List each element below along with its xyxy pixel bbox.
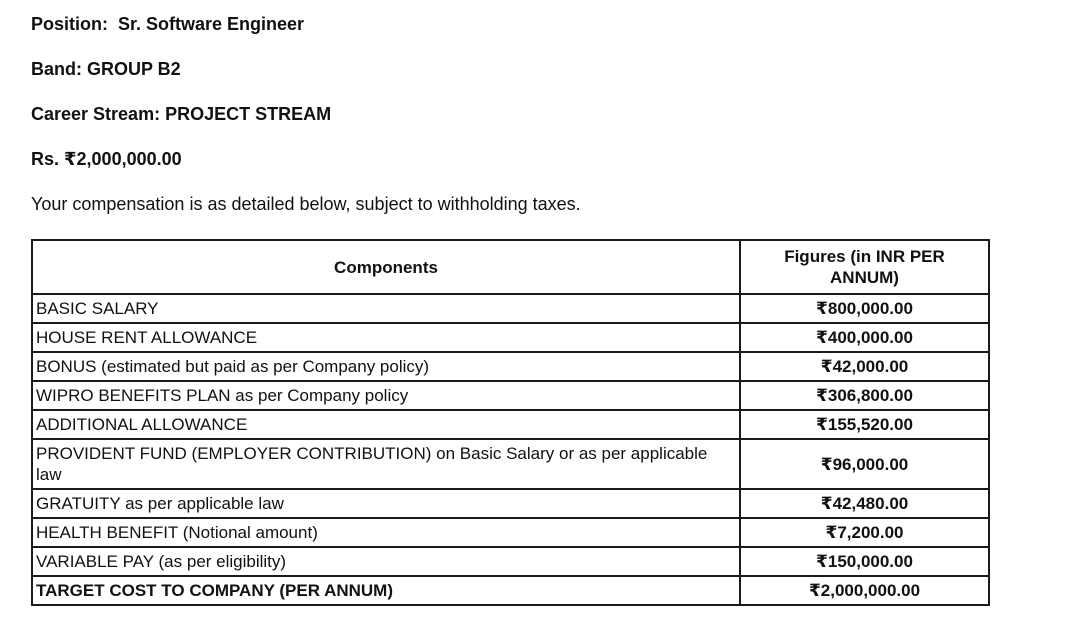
table-row <box>32 352 989 381</box>
table-row <box>32 381 989 410</box>
figure-cell: ₹800,000.00 <box>740 294 989 323</box>
component-cell: TARGET COST TO COMPANY (PER ANNUM) <box>32 576 740 605</box>
career-stream-line: Career Stream: PROJECT STREAM <box>31 104 332 124</box>
table-row <box>32 547 989 576</box>
figure-cell: ₹42,000.00 <box>740 352 989 381</box>
figure-cell: ₹400,000.00 <box>740 323 989 352</box>
position-line: Position: Sr. Software Engineer <box>31 14 305 34</box>
figure-cell: ₹306,800.00 <box>740 381 989 410</box>
figure-cell: ₹42,480.00 <box>740 489 989 518</box>
compensation-table-body <box>32 294 989 605</box>
component-cell: HOUSE RENT ALLOWANCE <box>32 323 740 352</box>
table-row <box>32 294 989 323</box>
component-cell: HEALTH BENEFIT (Notional amount) <box>32 518 740 547</box>
component-cell: ADDITIONAL ALLOWANCE <box>32 410 740 439</box>
table-header-row <box>32 240 989 294</box>
compensation-table <box>31 239 990 606</box>
figure-cell: ₹96,000.00 <box>740 439 989 489</box>
components-column-header: Components <box>32 240 740 294</box>
figures-column-header-cell <box>740 240 989 294</box>
figure-cell: ₹155,520.00 <box>740 410 989 439</box>
amount-line: Rs. ₹2,000,000.00 <box>31 149 182 169</box>
figure-cell: ₹150,000.00 <box>740 547 989 576</box>
table-row <box>32 439 989 489</box>
table-row <box>32 410 989 439</box>
table-row <box>32 489 989 518</box>
table-row <box>32 323 989 352</box>
figures-column-header: Figures (in INR PER ANNUM) <box>784 247 945 287</box>
component-cell: BASIC SALARY <box>32 294 740 323</box>
figure-cell: ₹2,000,000.00 <box>740 576 989 605</box>
component-cell: GRATUITY as per applicable law <box>32 489 740 518</box>
component-cell: WIPRO BENEFITS PLAN as per Company policy <box>32 381 740 410</box>
intro-line: Your compensation is as detailed below, subject to withholding taxes. <box>31 194 581 214</box>
table-row <box>32 576 989 605</box>
component-cell: VARIABLE PAY (as per eligibility) <box>32 547 740 576</box>
component-cell: PROVIDENT FUND (EMPLOYER CONTRIBUTION) on Basic Salary or as per applicable law <box>32 439 740 489</box>
band-line: Band: GROUP B2 <box>31 59 181 79</box>
component-cell: BONUS (estimated but paid as per Company policy) <box>32 352 740 381</box>
figure-cell: ₹7,200.00 <box>740 518 989 547</box>
table-row <box>32 518 989 547</box>
